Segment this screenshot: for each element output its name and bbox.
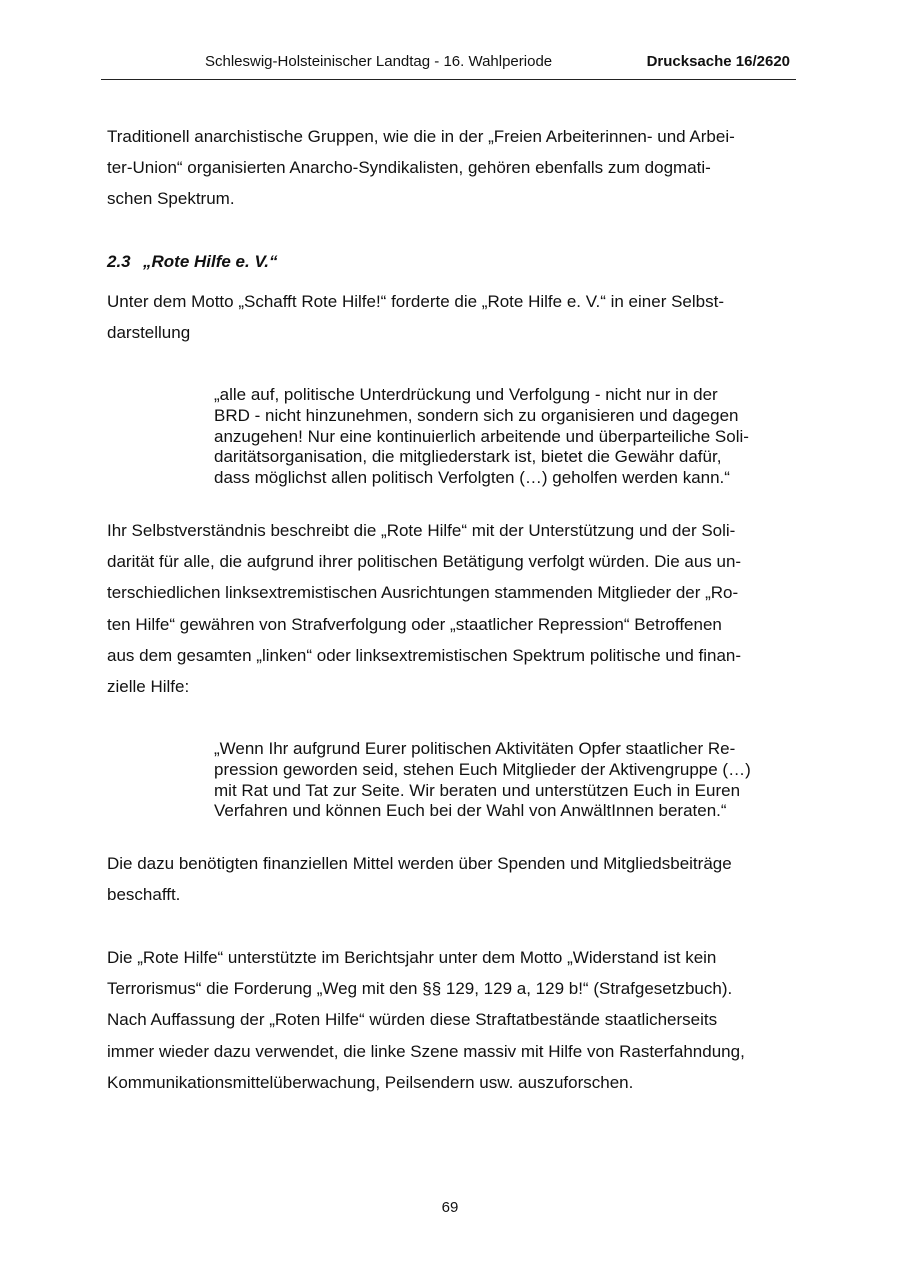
text-line: Die „Rote Hilfe“ unterstützte im Berichtsjahr unter dem Motto „Widerstand ist kein: [107, 948, 717, 967]
text-line: Die dazu benötigten finanziellen Mittel werden über Spenden und Mitgliedsbeiträge: [107, 854, 732, 873]
section-number: 2.3: [107, 252, 131, 271]
paragraph-motto-terrorism: [107, 942, 797, 1098]
quote-line: „alle auf, politische Unterdrückung und Verfolgung - nicht nur in der: [214, 385, 718, 404]
text-line: aus dem gesamten „linken“ oder linksextremistischen Spektrum politische und finan-: [107, 645, 742, 665]
paragraph-motto: [107, 286, 797, 348]
text-line: Traditionell anarchistische Gruppen, wie die in der „Freien Arbeiterinnen- und Arbei-: [107, 127, 735, 146]
page-header: [101, 53, 796, 80]
paragraph-self-understanding: [107, 515, 797, 702]
quote-line: Verfahren und können Euch bei der Wahl von AnwältInnen beraten.“: [214, 801, 727, 821]
quote-line: BRD - nicht hinzunehmen, sondern sich zu organisieren und dagegen: [214, 405, 739, 425]
text-line: Terrorismus“ die Forderung „Weg mit den §§ 129, 129 a, 129 b!“ (Strafgesetzbuch).: [107, 979, 733, 999]
section-heading: [107, 252, 277, 272]
header-title: Schleswig-Holsteinischer Landtag - 16. Wahlperiode: [205, 53, 553, 70]
text-line: Kommunikationsmittelüberwachung, Peilsendern usw. auszuforschen.: [107, 1072, 634, 1092]
quote-line: dass möglichst allen politisch Verfolgten (…) geholfen werden kann.“: [214, 468, 730, 488]
quote-line: „Wenn Ihr aufgrund Eurer politischen Aktivitäten Opfer staatlicher Re-: [214, 739, 736, 758]
text-line: terschiedlichen linksextremistischen Ausrichtungen stammenden Mitglieder der „Ro-: [107, 583, 739, 603]
text-line: Ihr Selbstverständnis beschreibt die „Rote Hilfe“ mit der Unterstützung und der Soli-: [107, 521, 736, 540]
quote-line: pression geworden seid, stehen Euch Mitglieder der Aktivengruppe (…): [214, 759, 751, 779]
quote-activist-group: [214, 739, 800, 822]
quote-line: anzugehen! Nur eine kontinuierlich arbeitende und überparteiliche Soli-: [214, 426, 749, 446]
text-line: Unter dem Motto „Schafft Rote Hilfe!“ forderte die „Rote Hilfe e. V.“ in einer Selbst-: [107, 292, 724, 311]
text-line: immer wieder dazu verwendet, die linke Szene massiv mit Hilfe von Rasterfahndung,: [107, 1041, 745, 1061]
text-line: schen Spektrum.: [107, 189, 235, 209]
quote-line: daritätsorganisation, die mitgliederstark ist, bietet die Gewähr dafür,: [214, 447, 722, 467]
text-line: ter-Union“ organisierten Anarcho-Syndikalisten, gehören ebenfalls zum dogmati-: [107, 158, 711, 178]
quote-line: mit Rat und Tat zur Seite. Wir beraten und unterstützen Euch in Euren: [214, 780, 741, 800]
page-number: 69: [441, 1199, 459, 1216]
text-line: ten Hilfe“ gewähren von Strafverfolgung oder „staatlicher Repression“ Betroffenen: [107, 614, 722, 634]
text-line: beschafft.: [107, 885, 181, 905]
paragraph-funding: [107, 848, 797, 910]
document-number: Drucksache 16/2620: [646, 53, 790, 70]
quote-self-description: [214, 385, 800, 489]
text-line: darität für alle, die aufgrund ihrer politischen Betätigung verfolgt würden. Die aus un-: [107, 552, 742, 572]
text-line: Nach Auffassung der „Roten Hilfe“ würden diese Straftatbestände staatlicherseits: [107, 1010, 718, 1030]
text-line: zielle Hilfe:: [107, 677, 190, 697]
text-line: darstellung: [107, 323, 191, 343]
section-title: „Rote Hilfe e. V.“: [143, 252, 278, 271]
paragraph-anarchist-groups: [107, 121, 797, 215]
